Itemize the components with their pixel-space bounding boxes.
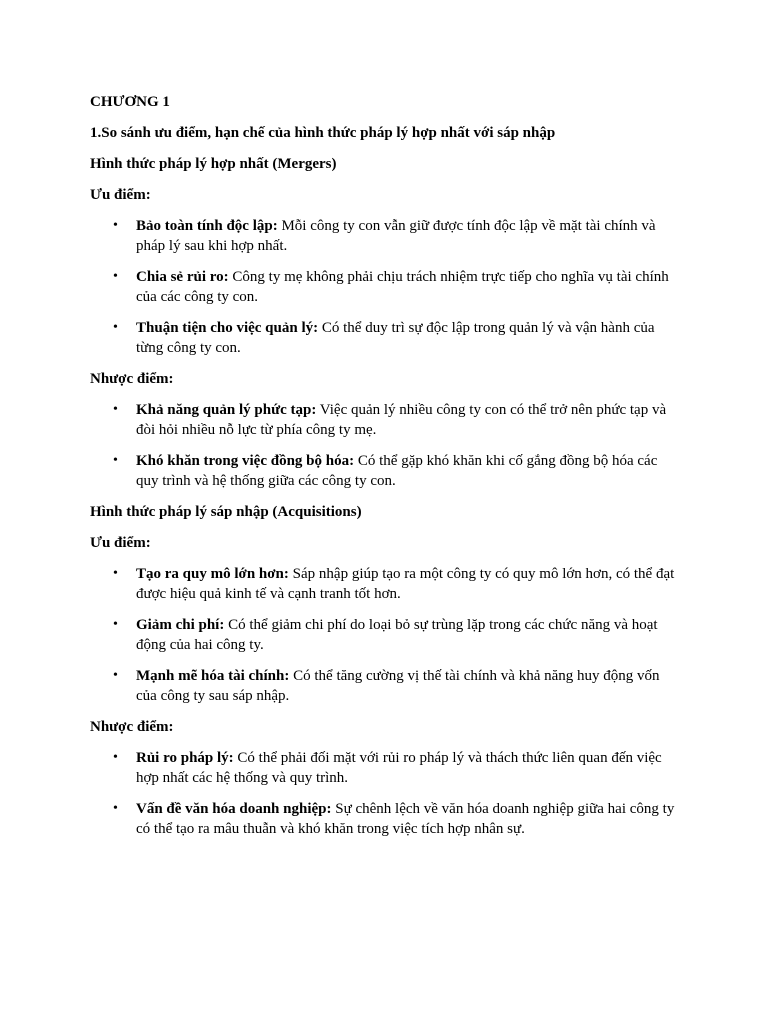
group-label-disadvantages: Nhược điểm: bbox=[90, 719, 174, 735]
item-term: Khó khăn trong việc đồng bộ hóa: bbox=[136, 453, 355, 469]
bullet-icon: • bbox=[113, 453, 118, 468]
item-text: Công ty mẹ không phải chịu trách nhiệm trực tiếp cho nghĩa vụ tài chính của các công ty con. bbox=[136, 269, 669, 305]
item-term: Thuận tiện cho việc quản lý: bbox=[136, 320, 319, 336]
bullet-icon: • bbox=[113, 617, 118, 632]
item-text: Việc quản lý nhiều công ty con có thể trở nên phức tạp và đòi hỏi nhiều nỗ lực từ phía công ty mẹ. bbox=[136, 402, 667, 438]
item-text: Có thể tăng cường vị thế tài chính và khả năng huy động vốn của công ty sau sáp nhập. bbox=[136, 668, 660, 704]
item-term: Vấn đề văn hóa doanh nghiệp: bbox=[136, 801, 332, 817]
list-item bbox=[90, 318, 680, 358]
item-text: Có thể duy trì sự độc lập trong quản lý và vận hành của từng công ty con. bbox=[136, 320, 655, 356]
bullet-list bbox=[90, 748, 680, 839]
list-item bbox=[90, 799, 680, 839]
bullet-icon: • bbox=[113, 320, 118, 335]
item-term: Tạo ra quy mô lớn hơn: bbox=[136, 566, 289, 582]
list-item bbox=[90, 615, 680, 655]
group-label-disadvantages: Nhược điểm: bbox=[90, 371, 174, 387]
item-term: Bảo toàn tính độc lập: bbox=[136, 218, 278, 234]
item-term: Chia sẻ rủi ro: bbox=[136, 269, 229, 285]
section-mergers bbox=[90, 154, 680, 491]
bullet-icon: • bbox=[113, 566, 118, 581]
item-text: Có thể giảm chi phí do loại bỏ sự trùng lặp trong các chức năng và hoạt động của hai công ty. bbox=[136, 617, 658, 653]
list-item bbox=[90, 748, 680, 788]
list-item bbox=[90, 564, 680, 604]
chapter-title: CHƯƠNG 1 bbox=[90, 94, 170, 110]
item-text: Có thể phải đối mặt với rủi ro pháp lý và thách thức liên quan đến việc hợp nhất các hệ thống và quy trình. bbox=[136, 750, 662, 786]
item-text: Sáp nhập giúp tạo ra một công ty có quy mô lớn hơn, có thể đạt được hiệu quả kinh tế và cạnh tranh tốt hơn. bbox=[136, 566, 675, 602]
question-title: 1.So sánh ưu điểm, hạn chế của hình thức pháp lý hợp nhất với sáp nhập bbox=[90, 125, 556, 141]
section-acquisitions bbox=[90, 502, 680, 839]
bullet-icon: • bbox=[113, 402, 118, 417]
document-page bbox=[90, 92, 680, 850]
item-term: Rủi ro pháp lý: bbox=[136, 750, 234, 766]
bullet-icon: • bbox=[113, 218, 118, 233]
bullet-list bbox=[90, 216, 680, 358]
item-term: Giảm chi phí: bbox=[136, 617, 225, 633]
bullet-list bbox=[90, 400, 680, 491]
bullet-list bbox=[90, 564, 680, 706]
group-label-advantages: Ưu điểm: bbox=[90, 535, 151, 551]
item-text: Sự chênh lệch về văn hóa doanh nghiệp giữa hai công ty có thể tạo ra mâu thuẫn và khó khăn trong việc tích hợp nhân sự. bbox=[136, 801, 675, 837]
list-item bbox=[90, 267, 680, 307]
item-text: Có thể gặp khó khăn khi cố gắng đồng bộ hóa các quy trình và hệ thống giữa các công ty con. bbox=[136, 453, 658, 489]
list-item bbox=[90, 216, 680, 256]
bullet-icon: • bbox=[113, 801, 118, 816]
item-term: Khả năng quản lý phức tạp: bbox=[136, 402, 317, 418]
section-title: Hình thức pháp lý sáp nhập (Acquisitions) bbox=[90, 504, 362, 520]
group-label-advantages: Ưu điểm: bbox=[90, 187, 151, 203]
list-item bbox=[90, 666, 680, 706]
item-term: Mạnh mẽ hóa tài chính: bbox=[136, 668, 290, 684]
list-item bbox=[90, 400, 680, 440]
list-item bbox=[90, 451, 680, 491]
item-text: Mỗi công ty con vẫn giữ được tính độc lập về mặt tài chính và pháp lý sau khi hợp nhất. bbox=[136, 218, 656, 254]
bullet-icon: • bbox=[113, 750, 118, 765]
bullet-icon: • bbox=[113, 269, 118, 284]
bullet-icon: • bbox=[113, 668, 118, 683]
section-title: Hình thức pháp lý hợp nhất (Mergers) bbox=[90, 156, 337, 172]
